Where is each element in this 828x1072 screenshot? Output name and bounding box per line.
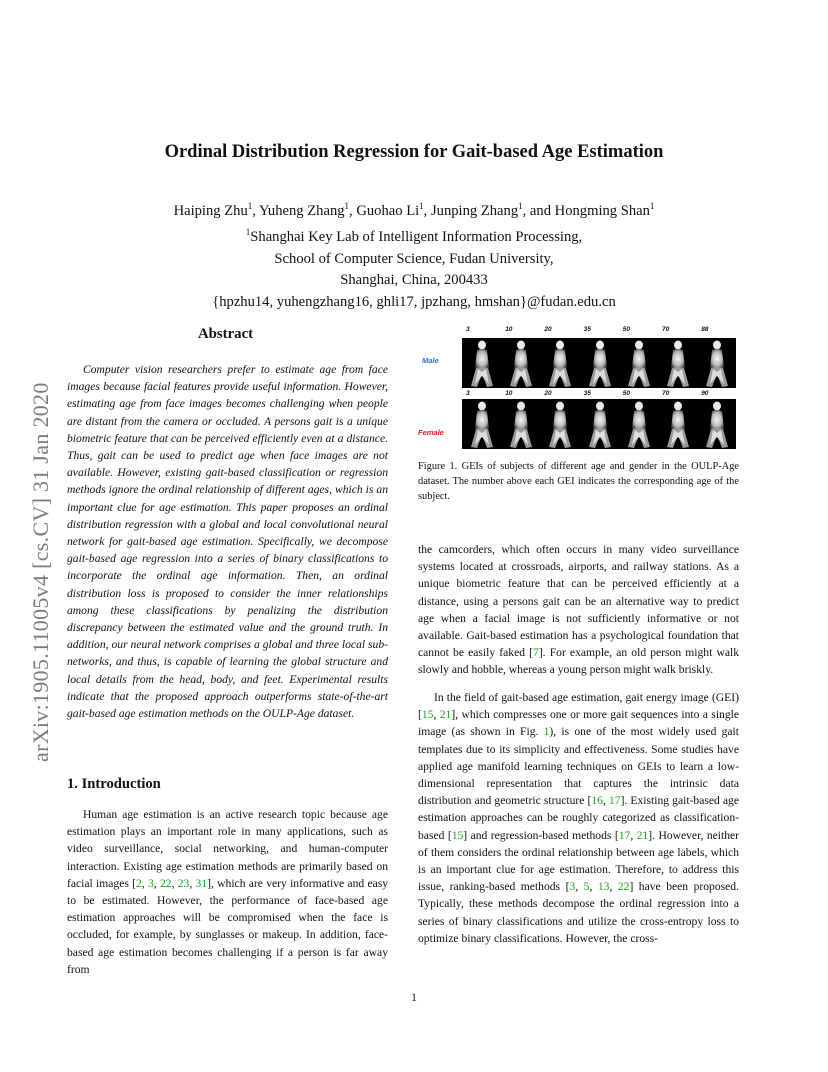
figure-1-caption: Figure 1. GEIs of subjects of different age and gender in the OULP-Age dataset. The number above each GEI indicates the corresponding age of the subject. <box>418 461 739 502</box>
body-text: , <box>433 708 440 722</box>
citation-link[interactable]: 17 <box>618 828 631 842</box>
citation-link[interactable]: 23 <box>177 876 190 890</box>
citation-link[interactable]: 5 <box>583 880 590 894</box>
author-affiliation-mark: 1 <box>344 201 350 211</box>
citation-link[interactable]: 16 <box>591 794 603 808</box>
body-text: Human age estimation is an active research topic because age estimation plays an important role in many applications, such as video surveillance, social networking, and human-computer interaction. Existing age estimation methods are primarily based on facial images [ <box>67 808 388 890</box>
author-affiliation-mark: 1 <box>649 201 655 211</box>
figure-1 <box>418 324 739 448</box>
citation-link[interactable]: 15 <box>451 828 464 842</box>
body-text: ], which compresses one or more gait sequences into a single image (as shown in Fig. <box>418 708 740 739</box>
author-separator: , <box>423 202 431 219</box>
body-text: , <box>189 876 196 890</box>
female-gei-strip <box>462 399 736 449</box>
gei-silhouette <box>504 399 538 449</box>
gei-silhouette <box>543 338 577 388</box>
abstract-text: Computer vision researchers prefer to estimate age from face images because facial features provide useful information. However, estimating age from face images becomes challenging when people are distant from the camera or occluded. A persons gait is a unique biometric feature that can be perceived efficiently even at a distance. Thus, gait can be used to predict age when face images are not available. However, existing gait-based classification or regression methods ignore the ordinal relationship of different ages, which is an important clue for age estimation. This paper proposes an ordinal distribution regression with a global and local convolutional neural network for gait-based age estimation. Specifically, we decompose gait-based age regression into a series of binary classifications to incorporate the ordinal age information. Then, an ordinal distribution loss is proposed to consider the inner relationships among these classifications by penalizing the distribution discrepancy between the estimated value and the ground truth. In addition, our neural network comprises a global and three local sub-networks, and thus, is capable of learning the global structure and local details from the head, body, and feet. Experimental results indicate that the proposed approach outperforms state-of-the-art gait-based age estimation methods on the OULP-Age dataset. <box>67 363 388 721</box>
body-text: , <box>602 794 609 808</box>
gei-age-label: 50 <box>622 326 631 333</box>
citation-link[interactable]: 22 <box>617 880 630 894</box>
gei-age-label: 70 <box>662 390 670 397</box>
body-text: ], which are very informative and easy to be estimated. However, the performance of face-based age estimation approaches will be compromised when the face is occluded, for example, by sunglasses or makeup. In addition, face-based age estimation becomes challenging if a person is far away from <box>67 876 389 976</box>
body-text: ]. However, neither of them considers the ordinal relationship between age labels, which is an important clue for age estimation. Therefore, to address this issue, ranking-based methods [ <box>418 828 740 894</box>
author-affiliation-mark: 1 <box>518 201 523 211</box>
body-text: ]. For example, an old person might walk slowly and hobble, whereas a young person might walk briskly. <box>418 646 739 677</box>
author-list <box>0 196 828 222</box>
citation-link[interactable]: 3 <box>147 876 154 890</box>
gei-age-label: 20 <box>544 326 552 333</box>
body-text: ), is one of the most widely used gait templates due to its simplicity and effectiveness. Some studies have applied age manifold learning techniques on GEIs to learn a low-dimensional representation that captures the intrinsic data distribution and geometric structure [ <box>418 725 739 808</box>
citation-link[interactable]: 15 <box>421 708 434 722</box>
page-number: 1 <box>411 991 417 1004</box>
gei-silhouette <box>661 399 695 449</box>
abstract-heading: Abstract <box>198 326 254 342</box>
body-text: , <box>609 880 618 894</box>
citation-link[interactable]: 3 <box>569 880 576 894</box>
gei-age-label: 70 <box>662 326 670 333</box>
body-text: , <box>171 876 178 890</box>
gei-age-label: 50 <box>622 390 631 397</box>
author-emails: {hpzhu14, yuhengzhang16, ghli17, jpzhang, hmshan}@fudan.edu.cn <box>212 293 616 310</box>
author-block <box>0 196 828 313</box>
affiliation-line-2: School of Computer Science, Fudan University, <box>274 250 554 267</box>
citation-link[interactable]: 21 <box>636 828 649 842</box>
gei-age-label: 88 <box>701 326 709 333</box>
author-name: Junping Zhang <box>430 202 519 219</box>
female-label: Female <box>418 428 444 437</box>
citation-link[interactable]: 13 <box>597 880 610 894</box>
citation-link[interactable]: 17 <box>608 794 621 808</box>
gei-age-label: 35 <box>583 326 591 333</box>
citation-link[interactable]: 7 <box>533 646 539 660</box>
gei-age-label: 3 <box>466 326 470 333</box>
author-name: Yuheng Zhang <box>259 202 345 219</box>
author-name: Haiping Zhu <box>173 202 248 219</box>
gei-silhouette <box>622 338 656 388</box>
intro-right-paragraph-1 <box>418 541 739 679</box>
affiliation-line-1: $^1$Shanghai Key Lab of Intelligent Information Processing, <box>245 227 583 246</box>
author-separator: , <box>349 202 357 219</box>
male-label: Male <box>422 356 439 365</box>
gei-silhouette <box>700 399 734 449</box>
citation-link[interactable]: 31 <box>195 876 208 890</box>
gei-silhouette <box>622 399 656 449</box>
introduction-heading: 1. Introduction <box>67 776 161 792</box>
gei-silhouette <box>583 338 617 388</box>
body-text: ] have been proposed. Typically, these methods decompose the ordinal regression into a series of binary classifications and utilize the cross-entropy loss to optimize binary classifications. However, the cross- <box>418 880 739 945</box>
author-separator: , and <box>522 202 555 219</box>
male-gei-strip <box>462 338 736 388</box>
citation-link[interactable]: 2 <box>136 876 142 890</box>
body-text: , <box>575 880 584 894</box>
gei-age-label: 35 <box>583 390 591 397</box>
body-text: the camcorders, which often occurs in many video surveillance systems located at crossroads, airports, and railway stations. As a unique biometric feature that can be perceived efficiently at a distance, using a persons gait can be an alternative way to predict age when a facial image is not sufficiently informative or not available. Gait-based estimation has a psychological foundation that cannot be easily faked [ <box>418 543 739 660</box>
arxiv-stamp-text: arXiv:1905.11005v4 [cs.CV] 31 Jan 2020 <box>28 382 53 762</box>
gei-age-label: 90 <box>701 390 709 397</box>
body-text: In the field of gait-based age estimation, gait energy image (GEI) [ <box>418 691 739 722</box>
citation-link[interactable]: 22 <box>159 876 172 890</box>
body-text: , <box>153 876 160 890</box>
gei-silhouette <box>543 399 577 449</box>
author-affiliation-mark: 1 <box>419 201 424 211</box>
gei-silhouette <box>504 338 538 388</box>
paper-title: Ordinal Distribution Regression for Gait-based Age Estimation <box>164 142 664 162</box>
author-affiliation-mark: 1 <box>247 201 253 211</box>
gei-silhouette <box>661 338 695 388</box>
gei-age-label: 10 <box>505 326 513 333</box>
intro-right-paragraph-2 <box>418 689 739 947</box>
arxiv-stamp <box>28 292 54 762</box>
body-text: , <box>589 880 598 894</box>
gei-age-label: 20 <box>544 390 552 397</box>
author-name: Guohao Li <box>356 202 420 219</box>
body-text: ]. Existing gait-based age estimation approaches can be roughly categorized as classification-based [ <box>418 794 739 842</box>
gei-silhouette <box>465 338 499 388</box>
body-text: , <box>141 876 148 890</box>
author-separator: , <box>252 202 260 219</box>
gei-silhouette <box>583 399 617 449</box>
gei-age-label: 3 <box>466 390 470 397</box>
citation-link[interactable]: 21 <box>439 708 452 722</box>
author-name: Hongming Shan <box>554 202 650 219</box>
gei-age-label: 10 <box>505 390 513 397</box>
body-text: , <box>630 828 637 842</box>
gei-silhouette <box>700 338 734 388</box>
affiliation-line-3: Shanghai, China, 200433 <box>340 272 488 289</box>
intro-paragraph-1 <box>67 806 388 978</box>
gei-silhouette <box>465 399 499 449</box>
citation-link[interactable]: 1 <box>543 725 550 739</box>
body-text: ] and regression-based methods [ <box>463 828 619 842</box>
